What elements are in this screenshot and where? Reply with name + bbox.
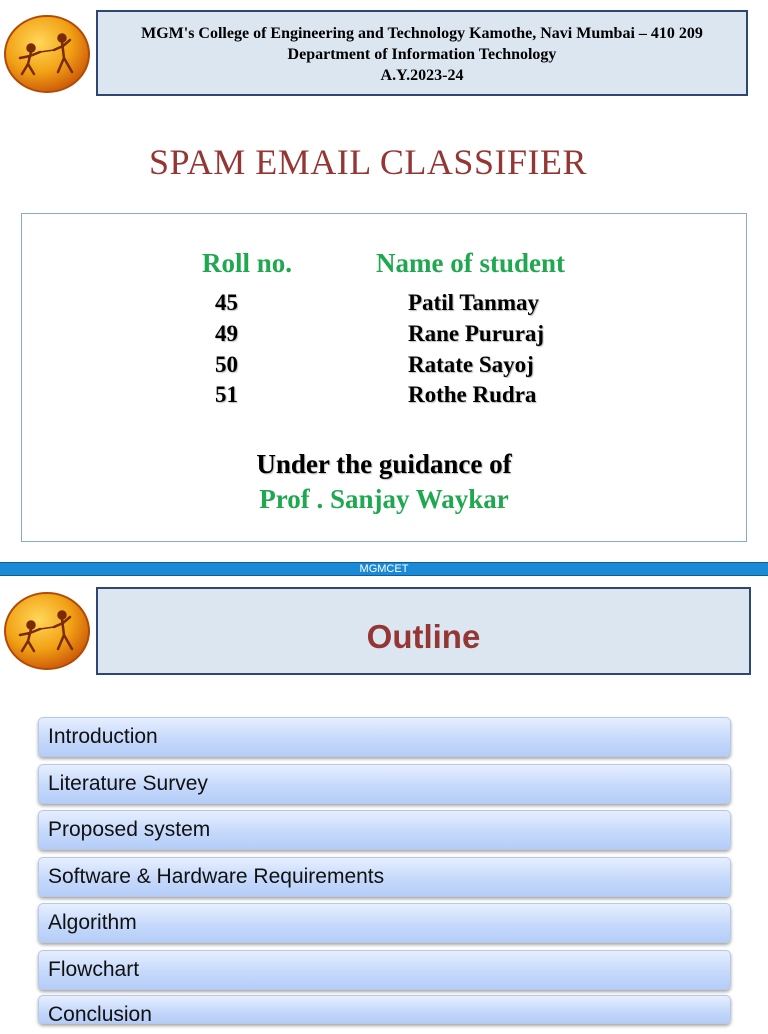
college-header [96, 10, 748, 96]
project-title: SPAM EMAIL CLASSIFIER [149, 142, 587, 182]
student-roll: 45 [215, 290, 238, 315]
outline-heading-box [96, 587, 751, 675]
roll-column-header: Roll no. [202, 248, 293, 278]
academic-year: A.Y.2023-24 [380, 67, 464, 84]
outline-item: Algorithm [38, 903, 731, 943]
slide-footer-band [0, 562, 768, 576]
student-name: Rothe Rudra [408, 382, 537, 407]
name-column-header: Name of student [376, 248, 565, 278]
student-roll: 51 [215, 382, 238, 407]
footer-label: MGMCET [359, 563, 409, 575]
outline-item: Flowchart [38, 950, 731, 990]
student-name: Ratate Sayoj [408, 352, 534, 377]
student-name: Rane Pururaj [408, 321, 545, 346]
student-name: Patil Tanmay [408, 290, 540, 315]
outline-item: Conclusion [38, 995, 731, 1024]
outline-item: Software & Hardware Requirements [38, 857, 731, 897]
student-roll: 49 [215, 321, 238, 346]
team-box [21, 213, 747, 542]
college-logo-icon [4, 14, 90, 94]
outline-heading: Outline [366, 618, 481, 655]
outline-item: Introduction [38, 717, 731, 757]
outline-item: Proposed system [38, 810, 731, 850]
college-name: MGM's College of Engineering and Technology Kamothe, Navi Mumbai – 410 209 [141, 25, 703, 42]
college-logo-icon [4, 591, 90, 671]
outline-item: Literature Survey [38, 764, 731, 804]
department-name: Department of Information Technology [287, 46, 557, 63]
student-roll: 50 [215, 352, 238, 377]
guide-name: Prof . Sanjay Waykar [259, 484, 509, 514]
guidance-label: Under the guidance of [256, 449, 512, 479]
